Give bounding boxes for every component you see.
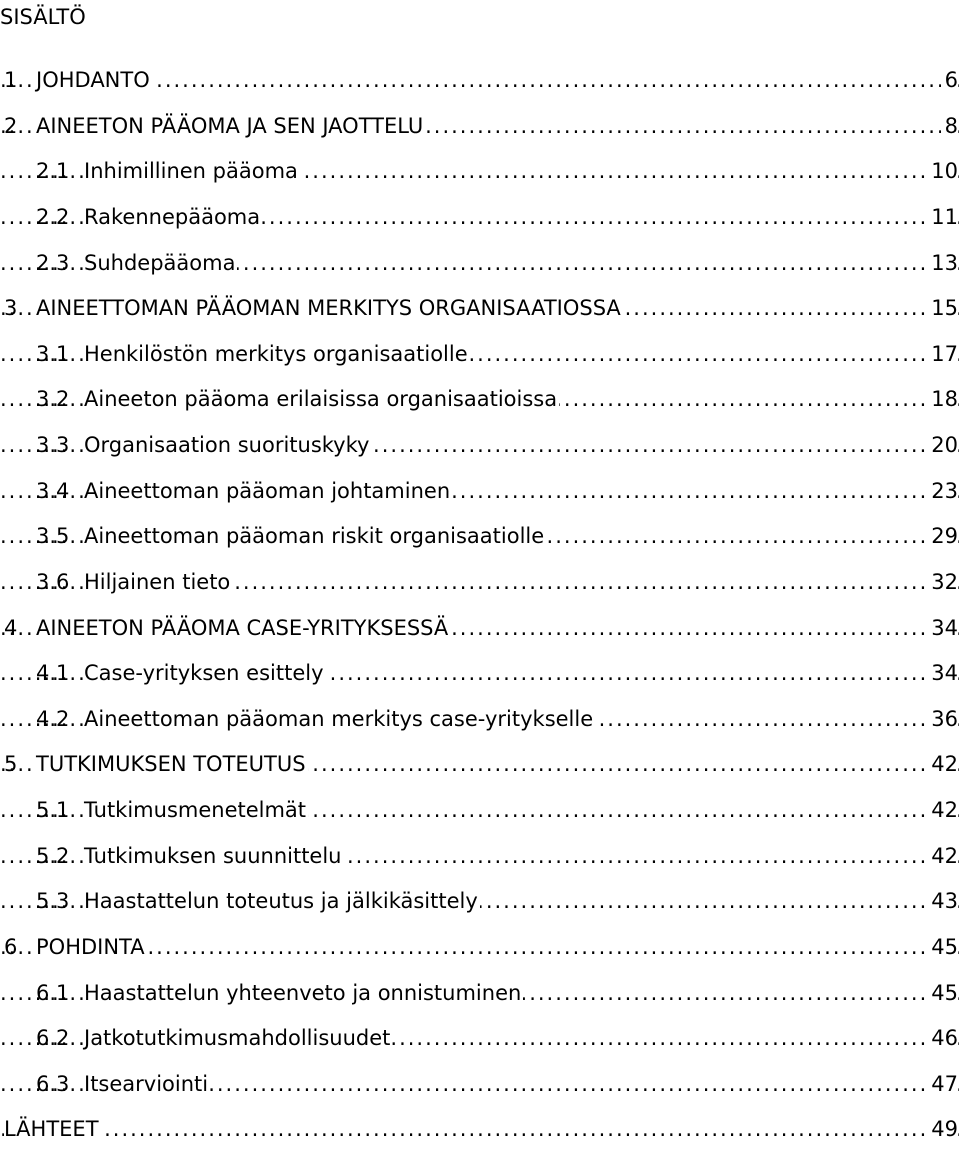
toc-entry-title: POHDINTA	[36, 928, 147, 966]
toc-entry-number: 6	[4, 928, 17, 966]
table-of-contents	[0, 61, 960, 1156]
toc-entry[interactable]	[0, 244, 960, 290]
toc-entry[interactable]	[0, 1110, 960, 1156]
toc-entry-number: 2.1	[36, 152, 69, 190]
toc-entry[interactable]	[0, 654, 960, 700]
toc-entry-page: 45	[927, 974, 958, 1012]
dot-leader	[0, 1110, 960, 1148]
toc-entry-page: 8	[941, 107, 958, 145]
toc-entry-number: 3.5	[36, 517, 69, 555]
toc-entry-page: 17	[927, 335, 958, 373]
toc-entry-number: 1	[4, 61, 17, 99]
toc-entry-title: Organisaation suorituskyky	[84, 426, 371, 464]
toc-entry[interactable]	[0, 609, 960, 655]
toc-entry[interactable]	[0, 289, 960, 335]
toc-entry-page: 47	[927, 1065, 958, 1103]
toc-entry-number: 5.3	[36, 882, 69, 920]
page-title: SISÄLTÖ	[0, 5, 86, 29]
toc-entry-title: Inhimillinen pääoma	[84, 152, 300, 190]
toc-entry-title: Itsearviointi	[84, 1065, 210, 1103]
toc-entry[interactable]	[0, 335, 960, 381]
toc-entry-number: 5.2	[36, 837, 69, 875]
toc-entry-title: AINEETON PÄÄOMA JA SEN JAOTTELU	[36, 107, 425, 145]
toc-entry-page: 10	[927, 152, 958, 190]
toc-entry-number: 5	[4, 745, 17, 783]
toc-entry-number: 3.4	[36, 472, 69, 510]
toc-entry-page: 36	[927, 700, 958, 738]
toc-entry[interactable]	[0, 517, 960, 563]
toc-entry[interactable]	[0, 472, 960, 518]
toc-entry-page: 18	[927, 380, 958, 418]
toc-entry-number: 5.1	[36, 791, 69, 829]
toc-entry-title: Tutkimuksen suunnittelu	[84, 837, 344, 875]
toc-entry-title: JOHDANTO	[36, 61, 152, 99]
toc-entry-number: 3.1	[36, 335, 69, 373]
toc-entry-number: 3.3	[36, 426, 69, 464]
toc-entry[interactable]	[0, 152, 960, 198]
toc-entry[interactable]	[0, 837, 960, 883]
toc-entry-number: 2	[4, 107, 17, 145]
toc-entry-title: Tutkimusmenetelmät	[84, 791, 308, 829]
toc-entry-title: Aineettoman pääoman riskit organisaatiolle	[84, 517, 546, 555]
toc-entry-number: 6.3	[36, 1065, 69, 1103]
toc-entry-number: 3	[4, 289, 17, 327]
toc-entry-title: Jatkotutkimusmahdollisuudet	[84, 1019, 392, 1057]
toc-entry-page: 46	[927, 1019, 958, 1057]
toc-entry[interactable]	[0, 1065, 960, 1111]
toc-entry-number: 2.2	[36, 198, 69, 236]
toc-entry[interactable]	[0, 1019, 960, 1065]
toc-entry-title: Henkilöstön merkitys organisaatiolle	[84, 335, 470, 373]
toc-entry-page: 49	[927, 1110, 958, 1148]
toc-entry-page: 45	[927, 928, 958, 966]
toc-entry-page: 42	[927, 837, 958, 875]
toc-entry[interactable]	[0, 426, 960, 472]
toc-entry[interactable]	[0, 791, 960, 837]
toc-entry[interactable]	[0, 107, 960, 153]
toc-entry-title: Suhdepääoma	[84, 244, 237, 282]
toc-entry-page: 42	[927, 745, 958, 783]
toc-entry-page: 15	[927, 289, 958, 327]
toc-entry-number: 6.2	[36, 1019, 69, 1057]
toc-entry-page: 13	[927, 244, 958, 282]
toc-entry[interactable]	[0, 198, 960, 244]
toc-entry-number: 2.3	[36, 244, 69, 282]
toc-entry-page: 29	[927, 517, 958, 555]
toc-entry-number: 4.1	[36, 654, 69, 692]
toc-entry[interactable]	[0, 380, 960, 426]
toc-entry-title: Aineeton pääoma erilaisissa organisaatioissa	[84, 380, 559, 418]
toc-entry[interactable]	[0, 882, 960, 928]
toc-entry-title: Aineettoman pääoman merkitys case-yritykselle	[84, 700, 595, 738]
toc-entry-number: 6.1	[36, 974, 69, 1012]
toc-entry-title: AINEETON PÄÄOMA CASE-YRITYKSESSÄ	[36, 609, 450, 647]
toc-entry-page: 42	[927, 791, 958, 829]
toc-entry[interactable]	[0, 928, 960, 974]
toc-entry-page: 20	[927, 426, 958, 464]
toc-entry-title: Aineettoman pääoman johtaminen	[84, 472, 452, 510]
toc-entry-number: 3.6	[36, 563, 69, 601]
toc-entry-number: 4.2	[36, 700, 69, 738]
toc-entry-page: 23	[927, 472, 958, 510]
toc-entry-number: 3.2	[36, 380, 69, 418]
toc-entry-number: 4	[4, 609, 17, 647]
toc-entry-page: 43	[927, 882, 958, 920]
toc-entry[interactable]	[0, 974, 960, 1020]
toc-entry-page: 11	[927, 198, 958, 236]
toc-entry-page: 32	[927, 563, 958, 601]
toc-entry-title: Haastattelun toteutus ja jälkikäsittely	[84, 882, 480, 920]
toc-entry-title: Rakennepääoma	[84, 198, 262, 236]
toc-entry-page: 34	[927, 609, 958, 647]
toc-entry-title: Hiljainen tieto	[84, 563, 232, 601]
toc-entry[interactable]	[0, 563, 960, 609]
toc-entry-title: Case-yrityksen esittely	[84, 654, 326, 692]
toc-entry-title: AINEETTOMAN PÄÄOMAN MERKITYS ORGANISAATIOSSA	[36, 289, 623, 327]
toc-entry-page: 34	[927, 654, 958, 692]
toc-entry[interactable]	[0, 745, 960, 791]
toc-entry-title: TUTKIMUKSEN TOTEUTUS	[36, 745, 308, 783]
toc-entry[interactable]	[0, 61, 960, 107]
toc-entry-page: 6	[941, 61, 958, 99]
toc-entry-title: LÄHTEET	[4, 1110, 101, 1148]
toc-entry-title: Haastattelun yhteenveto ja onnistuminen	[84, 974, 523, 1012]
toc-entry[interactable]	[0, 700, 960, 746]
